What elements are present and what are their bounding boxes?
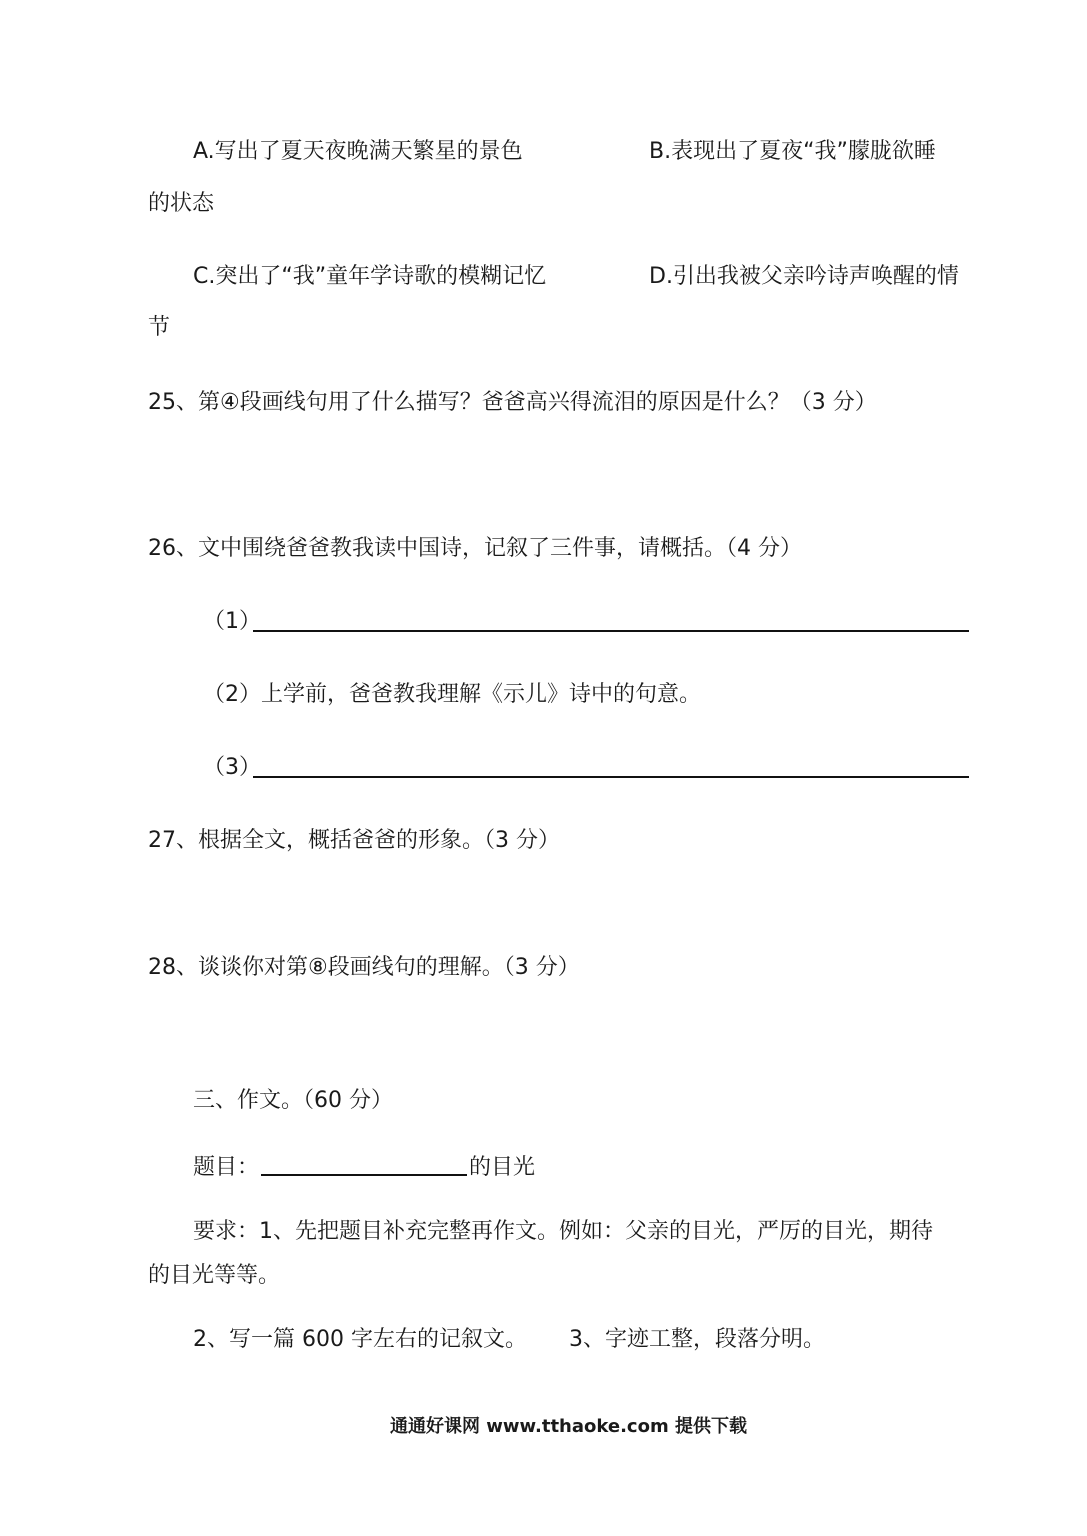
question-25: 25、第④段画线句用了什么描写？爸爸高兴得流泪的原因是什么？（3 分）: [148, 390, 877, 415]
composition-heading: 三、作文。（60 分）: [193, 1088, 393, 1113]
requirement-line-1-continuation: 的目光等等。: [148, 1263, 281, 1288]
q26-item3-answer-line[interactable]: [253, 776, 969, 778]
title-blank-line[interactable]: [261, 1152, 467, 1176]
question-26: 26、文中围绕爸爸教我读中国诗，记叙了三件事，请概括。（4 分）: [148, 536, 802, 561]
title-suffix: 的目光: [469, 1155, 536, 1180]
requirement-line-1: 要求：1、先把题目补充完整再作文。例如：父亲的目光，严厉的目光，期待: [193, 1219, 933, 1244]
q26-item2: （2）上学前，爸爸教我理解《示儿》诗中的句意。: [203, 682, 701, 707]
option-a: A.写出了夏天夜晚满天繁星的景色: [193, 139, 523, 164]
q26-item1-label: （1）: [203, 609, 261, 634]
requirement-2: 2、写一篇 600 字左右的记叙文。: [193, 1327, 527, 1352]
option-b: B.表现出了夏夜“我”朦胧欲睡: [649, 139, 936, 164]
option-c: C.突出了“我”童年学诗歌的模糊记忆: [193, 264, 547, 289]
page-footer: 通通好课网 www.tthaoke.com 提供下载: [390, 1416, 747, 1437]
question-28: 28、谈谈你对第⑧段画线句的理解。（3 分）: [148, 955, 580, 980]
option-d: D.引出我被父亲吟诗声唤醒的情: [649, 264, 959, 289]
requirement-3: 3、字迹工整，段落分明。: [568, 1327, 825, 1352]
q26-item1-answer-line[interactable]: [253, 630, 969, 632]
option-d-continuation: 节: [148, 315, 171, 340]
q26-item3-label: （3）: [203, 755, 261, 780]
option-b-continuation: 的状态: [148, 191, 215, 216]
composition-title-row: [193, 1152, 535, 1183]
question-27: 27、根据全文，概括爸爸的形象。（3 分）: [148, 828, 560, 853]
title-prefix: 题目：: [193, 1155, 260, 1180]
requirement-2-3-row: [193, 1325, 825, 1355]
